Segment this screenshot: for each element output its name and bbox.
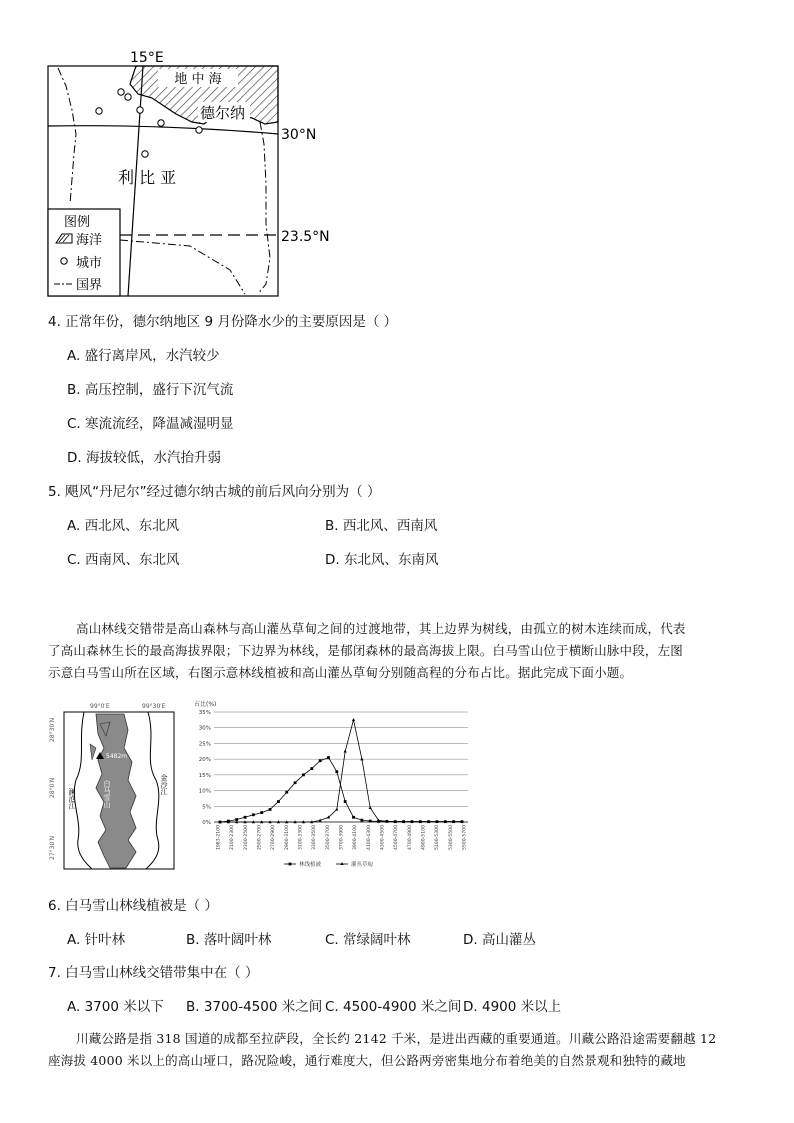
x-tick-label: 4900-5100 <box>421 825 427 851</box>
x-tick-label: 4300-4500 <box>380 825 386 851</box>
x-tick-label: 3300-3500 <box>312 825 318 851</box>
baima-map-svg <box>44 700 184 872</box>
lon-label: 15°E <box>130 50 164 66</box>
q5-option-a[interactable]: A. 西北风、东北风 <box>67 518 180 534</box>
legend-title: 图例 <box>64 215 91 230</box>
x-tick-label: 2700-2900 <box>271 825 277 851</box>
x-tick-label: 3500-3700 <box>325 825 331 851</box>
y-tick-label: 0% <box>202 820 211 826</box>
city-legend-icon <box>61 258 67 264</box>
data-point-triangle <box>352 718 355 721</box>
q6-stem: 6. 白马雪山林线植被是（ ） <box>48 898 218 914</box>
x-tick-label: 4100-4300 <box>366 825 372 851</box>
x-tick-label: 3100-3300 <box>298 825 304 851</box>
chart-y-label: 占比(%) <box>194 701 217 708</box>
data-point-square <box>327 756 330 759</box>
data-point-triangle <box>360 757 363 760</box>
data-point-triangle <box>344 749 347 752</box>
x-tick-label: 4700-4900 <box>407 825 413 851</box>
parallel-30n <box>48 126 278 134</box>
data-point-square <box>319 759 322 762</box>
chart-grid <box>214 712 468 822</box>
q5-option-d[interactable]: D. 东北风、东南风 <box>325 552 439 568</box>
border-south <box>120 240 245 294</box>
passage-1-line-3: 示意白马雪山所在区域，右图示意林线植被和高山灌丛草甸分别随高程的分布占比。据此完成下面小题。 <box>48 665 633 680</box>
border-east <box>258 122 270 294</box>
q6-option-d[interactable]: D. 高山灌丛 <box>463 932 536 948</box>
y-tick-label: 20% <box>198 757 211 764</box>
x-tick-label: 5500-5700 <box>462 825 468 851</box>
data-point-square <box>252 813 255 816</box>
y-tick-label: 10% <box>198 788 211 795</box>
x-tick-label: 2100-2300 <box>230 825 236 851</box>
legend-label: 灌丛草甸 <box>351 862 374 868</box>
libya-map-svg <box>40 44 340 300</box>
data-point-square <box>335 770 338 773</box>
chart-series <box>218 718 463 823</box>
distribution-chart <box>186 700 476 872</box>
lat3-label: 27°30′N <box>49 835 56 860</box>
passage-1-line-2: 了高山森林生长的最高海拔界限；下边界为林线，是郁闭森林的最高海拔上限。白马雪山位于横断山脉中段，左图 <box>48 643 684 658</box>
passage-1-line-1: 高山林线交错带是高山森林与高山灌丛草甸之间的过渡地带，其上边界为树线，由孤立的树木连续而成，代表 <box>76 621 686 636</box>
city-label: 德尔纳 <box>200 104 246 122</box>
q7-option-b[interactable]: B. 3700-4500 米之间 <box>186 999 323 1015</box>
legend-border: 国界 <box>76 278 103 293</box>
x-tick-label: 2500-2700 <box>257 825 263 851</box>
river-right-label: 金沙江 <box>160 774 168 795</box>
q4-stem: 4. 正常年份，德尔纳地区 9 月份降水少的主要原因是（ ） <box>48 314 398 330</box>
data-point-square <box>360 819 363 822</box>
lat30-label: 30°N <box>281 127 317 143</box>
q4-option-c[interactable]: C. 寒流流经，降温减湿明显 <box>67 416 234 432</box>
y-tick-label: 30% <box>198 725 211 732</box>
libya-map <box>40 44 340 300</box>
legend-label: 林线植被 <box>299 862 322 868</box>
chart-y-ticks <box>199 710 211 826</box>
q4-option-b[interactable]: B. 高压控制，盛行下沉气流 <box>67 382 234 398</box>
data-point-square <box>352 816 355 819</box>
x-tick-label: 1983-2100 <box>216 825 222 851</box>
data-point-square <box>369 820 372 823</box>
lat1-label: 28°30′N <box>49 717 56 742</box>
q7-option-a[interactable]: A. 3700 米以下 <box>67 999 164 1015</box>
data-point-square <box>260 811 263 814</box>
border-west <box>58 68 76 204</box>
data-point-square <box>302 773 305 776</box>
y-tick-label: 5% <box>202 804 211 811</box>
lon1-label: 99°0′E <box>90 703 110 710</box>
q4-option-d[interactable]: D. 海拔较低，水汽抬升弱 <box>67 450 221 466</box>
data-point-triangle <box>335 808 338 811</box>
x-tick-label: 3900-4100 <box>353 825 359 851</box>
legend-square-icon <box>289 863 292 866</box>
q5-stem: 5. 飓风“丹尼尔”经过德尔纳古城的前后风向分别为（ ） <box>48 484 381 500</box>
q6-option-c[interactable]: C. 常绿阔叶林 <box>325 932 411 948</box>
data-point-square <box>344 800 347 803</box>
x-tick-label: 3700-3900 <box>339 825 345 851</box>
y-tick-label: 25% <box>198 741 211 748</box>
x-tick-label: 5100-5300 <box>435 825 441 851</box>
q4-option-a[interactable]: A. 盛行离岸风，水汽较少 <box>67 348 220 364</box>
sea-label: 地 中 海 <box>174 72 222 87</box>
lat235-label: 23.5°N <box>281 229 330 245</box>
x-tick-label: 5300-5500 <box>448 825 454 851</box>
chart-svg <box>186 700 476 872</box>
q6-option-b[interactable]: B. 落叶阔叶林 <box>186 932 272 948</box>
y-tick-label: 15% <box>198 772 211 779</box>
river-left-label: 澜沧江 <box>68 788 76 809</box>
data-point-square <box>244 816 247 819</box>
data-point-square <box>285 791 288 794</box>
country-label: 利 比 亚 <box>118 168 177 187</box>
mountain-label: 白马雪山 <box>103 780 111 808</box>
q6-option-a[interactable]: A. 针叶林 <box>67 932 126 948</box>
data-point-square <box>294 781 297 784</box>
q5-option-c[interactable]: C. 西南风、东北风 <box>67 552 180 568</box>
q7-option-d[interactable]: D. 4900 米以上 <box>463 999 562 1015</box>
lon2-label: 99°30′E <box>142 703 166 710</box>
passage-2 <box>48 1028 748 1072</box>
x-tick-label: 2300-2500 <box>243 825 249 851</box>
data-point-square <box>277 800 280 803</box>
data-point-square <box>269 808 272 811</box>
lat2-label: 28°0′N <box>49 777 56 798</box>
legend-city: 城市 <box>76 256 103 271</box>
series-line-1 <box>220 758 462 822</box>
x-tick-label: 4500-4700 <box>394 825 400 851</box>
series-line-2 <box>220 720 462 822</box>
chart-x-ticks <box>216 825 468 850</box>
passage-1 <box>48 618 748 684</box>
x-tick-label: 2900-3100 <box>284 825 290 851</box>
q5-option-b[interactable]: B. 西北风、西南风 <box>325 518 438 534</box>
y-tick-label: 35% <box>198 710 211 716</box>
legend-ocean: 海洋 <box>76 233 103 248</box>
q7-stem: 7. 白马雪山林线交错带集中在（ ） <box>48 965 259 981</box>
passage-2-line-1: 川藏公路是指 318 国道的成都至拉萨段，全长约 2142 千米，是进出西藏的重要通道。川藏公路沿途需要翻越 12 <box>76 1031 717 1046</box>
passage-2-line-2: 座海拔 4000 米以上的高山垭口，路况险峻，通行难度大，但公路两旁密集地分布着绝美的自然景观和独特的藏地 <box>48 1053 686 1068</box>
q7-option-c[interactable]: C. 4500-4900 米之间 <box>325 999 462 1015</box>
data-point-square <box>310 767 313 770</box>
peak-label: 5482m <box>106 753 128 760</box>
chart-legend <box>284 860 374 868</box>
legend-triangle-icon <box>340 862 343 865</box>
baima-map <box>44 700 184 872</box>
